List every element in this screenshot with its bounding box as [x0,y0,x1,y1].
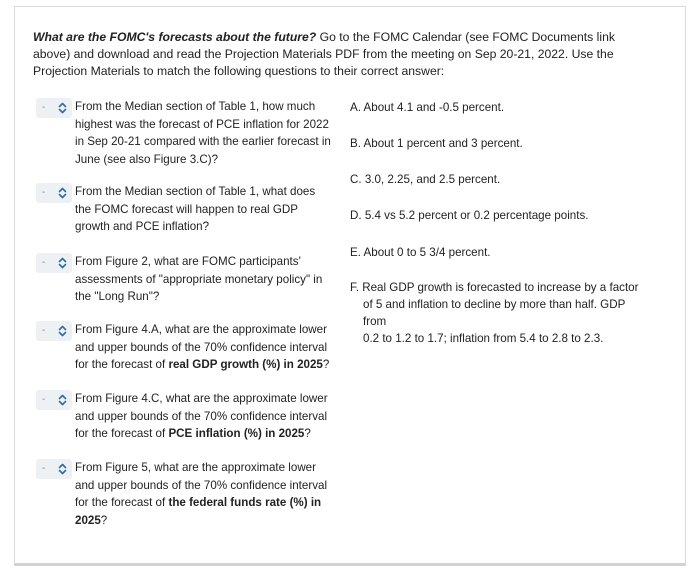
question-text-start: From Figure 5, what are the approximate lower and upper bounds of the 70% confidence interval for the forecast of [75,461,328,509]
answer-choice-d: D. 5.4 vs 5.2 percent or 0.2 percentage points. [350,209,589,222]
answer-select-6[interactable] [36,459,72,479]
question-emphasis: real GDP growth (%) in 2025 [168,358,323,371]
question-text-end: ? [322,358,330,371]
question-text-end: ? [100,513,108,527]
answer-select-5[interactable] [36,390,72,410]
prompt-lead: What are the FOMC's forecasts about the future? [33,30,317,44]
chevron-up-down-icon [58,101,67,115]
select-placeholder: - [42,325,46,336]
answer-select-1[interactable] [36,98,72,118]
question-text: From Figure 2, what are FOMC participants' assessments of "appropriate monetary policy" in the "Long Run"? [75,255,323,303]
answer-select-2[interactable] [36,183,72,203]
question-text [75,390,333,443]
answer-choice-f [350,279,650,347]
chevron-up-down-icon [58,462,67,476]
question-prompt [33,29,655,80]
select-placeholder: - [42,463,46,474]
answer-select-3[interactable] [36,253,72,273]
question-text: From the Median section of Table 1, how much highest was the forecast of PCE inflation for 2022 in Sep 20-21 compared with the earlier forecast in June (see also Figure 3.C)? [75,100,331,166]
chevron-up-down-icon [58,256,67,270]
answer-select-4[interactable] [36,321,72,341]
select-placeholder: - [42,187,46,198]
answer-choice-a: A. About 4.1 and -0.5 percent. [350,101,505,114]
question-text-end: ? [304,427,311,440]
select-placeholder: - [42,394,46,405]
chevron-up-down-icon [58,324,67,338]
question-emphasis: the federal funds rate (%) in 2025 [75,496,322,527]
answer-choice-f-line: 0.2 to 1.2 to 1.7; inflation from 5.4 to 2.8 to 2.3. [363,332,604,345]
select-placeholder: - [42,102,46,113]
chevron-up-down-icon [58,186,67,200]
question-text-start: From Figure 4.C, what are the approximate lower and upper bounds of the 70% confidence interval for the forecast of [75,392,328,440]
question-text-start: From Figure 4.A, what are the approximate lower and upper bounds of the 70% confidence interval for the forecast of [75,323,328,371]
answer-choice-f-line: F. Real GDP growth is forecasted to increase by a factor [350,281,639,294]
answer-choice-e: E. About 0 to 5 3/4 percent. [350,246,491,259]
select-placeholder: - [42,257,46,268]
answer-choice-c: C. 3.0, 2.25, and 2.5 percent. [350,173,501,186]
answer-choice-f-line: of 5 and inflation to decline by more than half. GDP from [363,298,626,328]
question-text [75,321,333,374]
chevron-up-down-icon [58,393,67,407]
question-emphasis: PCE inflation (%) in 2025 [168,427,305,440]
prompt-body: Go to the FOMC Calendar (see FOMC Documents link above) and download and read the Projection Materials PDF from the meeting on Sep 20-21, 2022. Use the Projection Materials to match the following questions to their correct answer: [33,30,615,78]
answer-choice-b: B. About 1 percent and 3 percent. [350,137,523,150]
question-text: From the Median section of Table 1, what does the FOMC forecast will happen to real GDP growth and PCE inflation? [75,185,316,233]
question-text [75,459,333,529]
